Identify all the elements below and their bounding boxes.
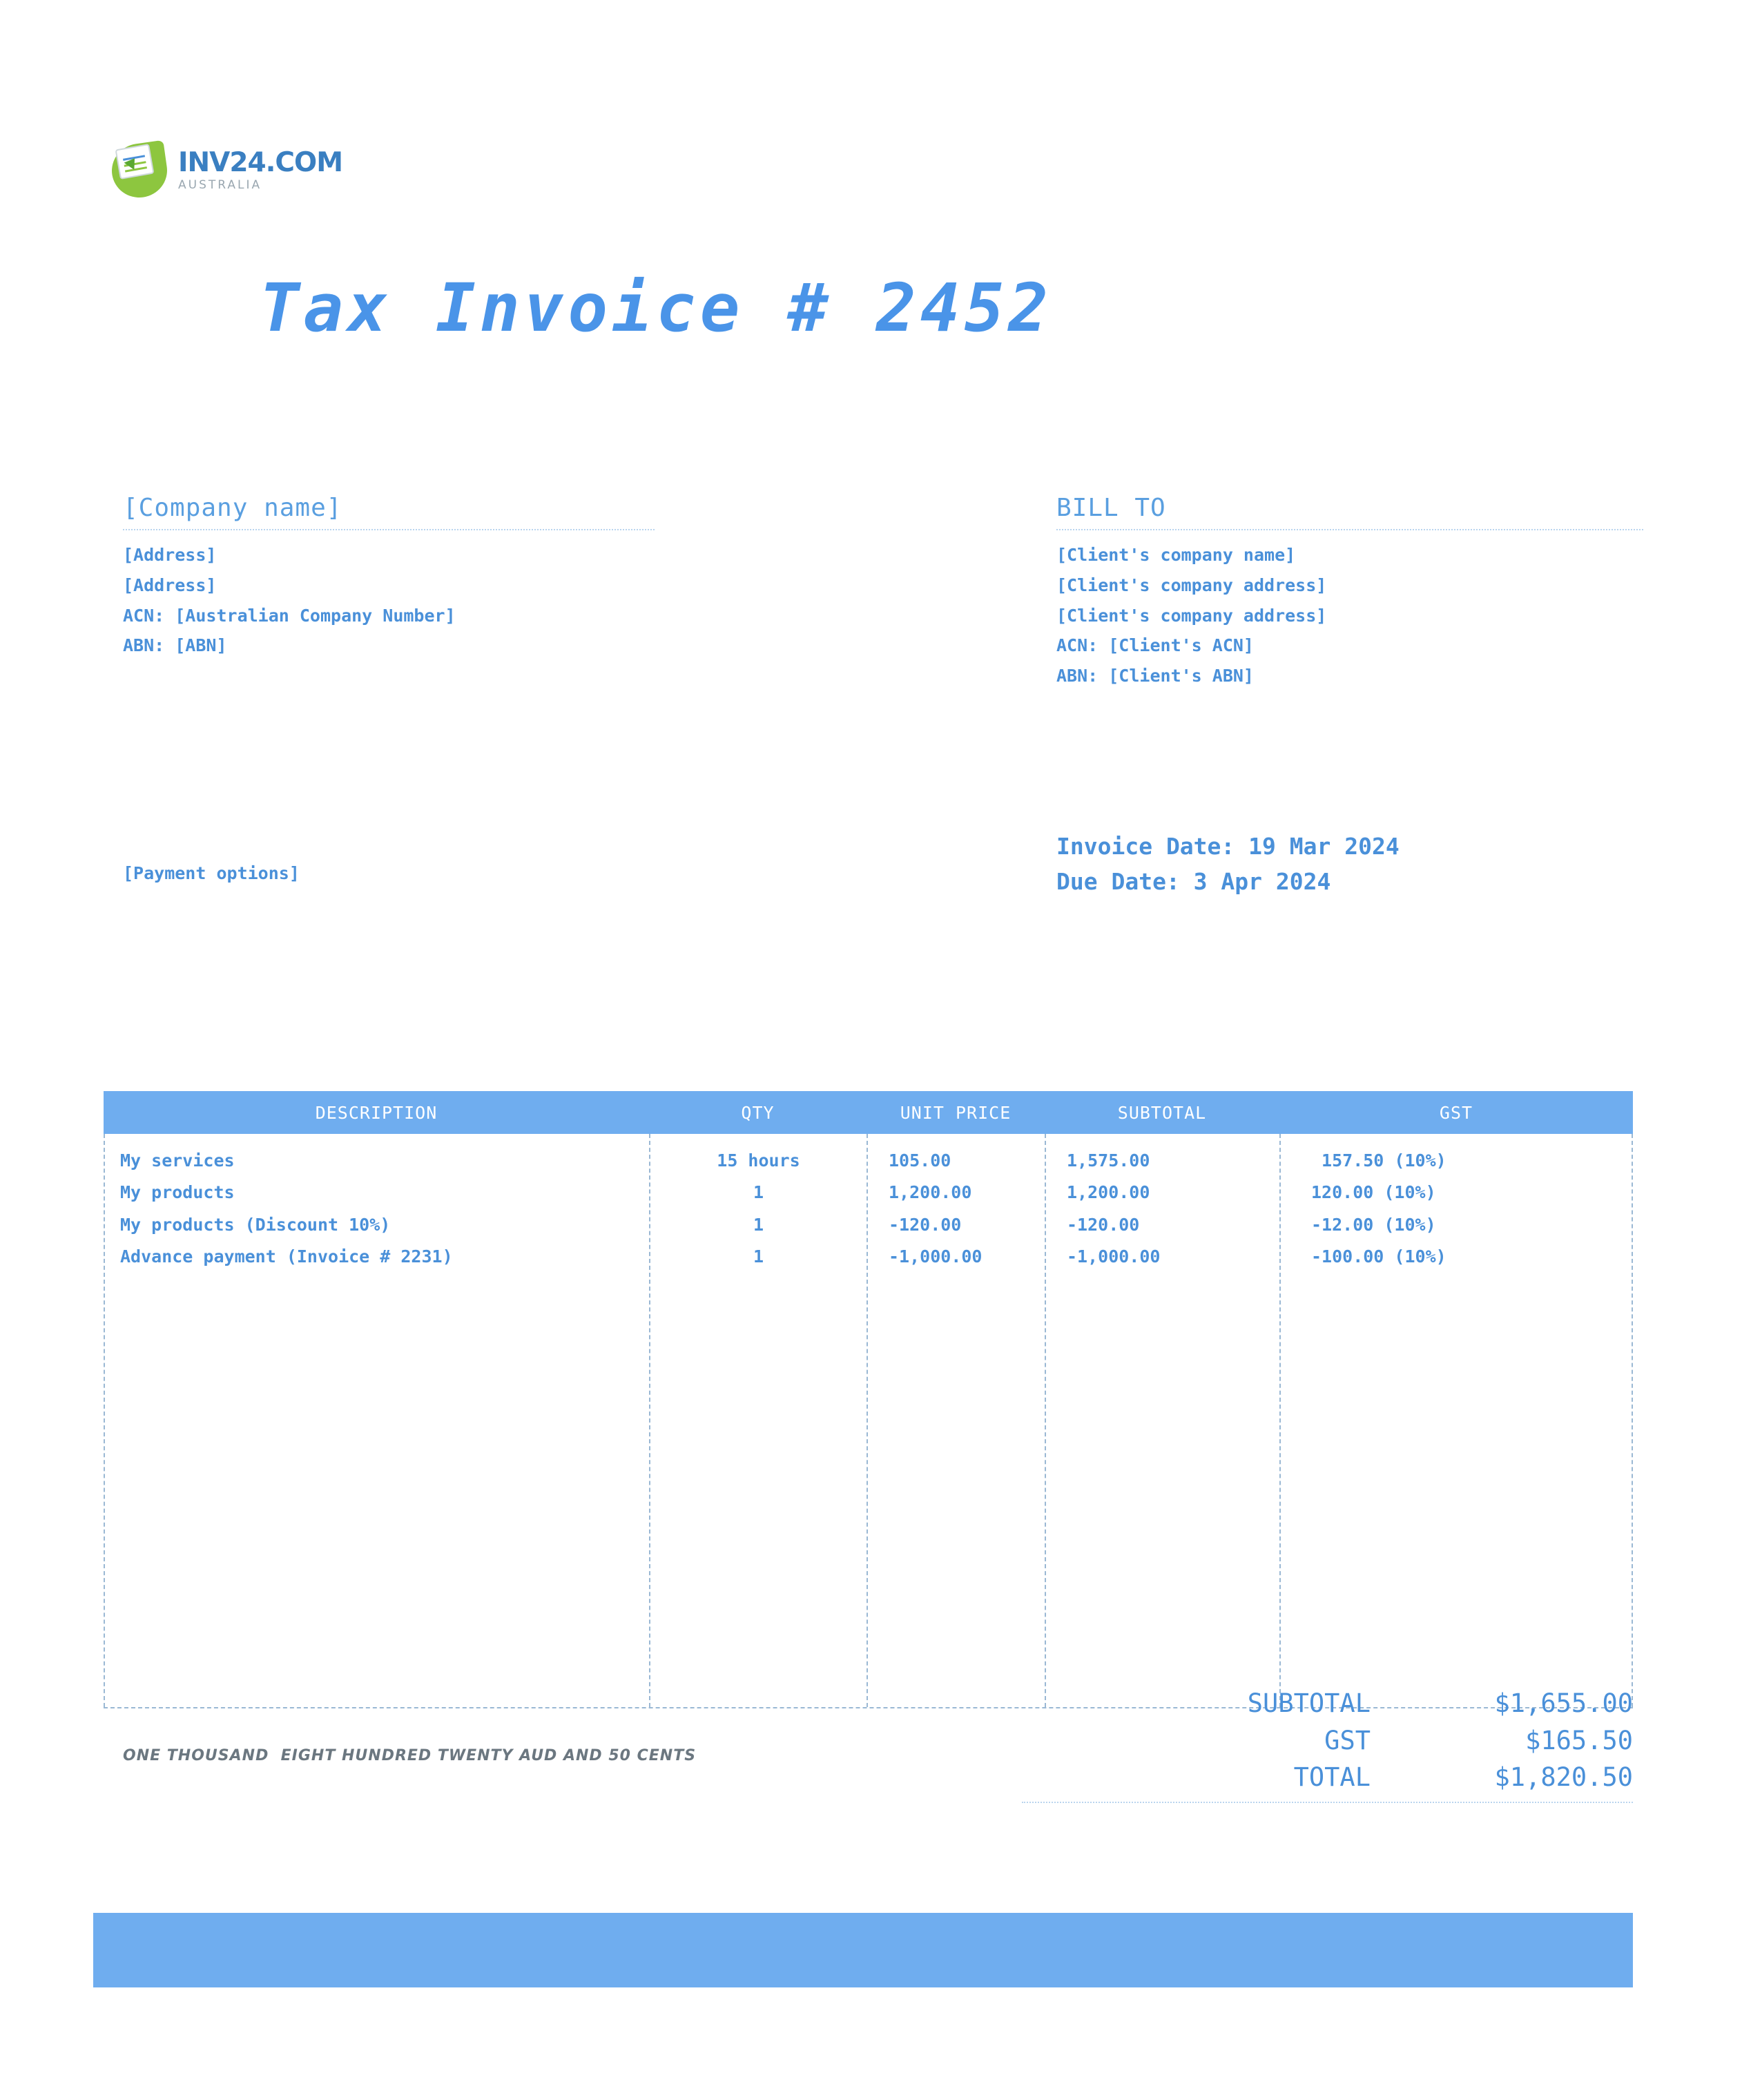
table-row: Advance payment (Invoice # 2231) [120, 1246, 453, 1266]
client-line-1: [Client's company name] [1056, 545, 1296, 565]
seller-line-1: [Address] [123, 545, 217, 565]
table-row: 1 [753, 1246, 764, 1266]
brand-logo-text [178, 146, 343, 192]
table-row: -12.00 (10%) [1311, 1214, 1436, 1235]
seller-address-lines [123, 540, 655, 661]
table-body [104, 1134, 1633, 1708]
totals-total-row [1022, 1759, 1633, 1796]
seller-company-name: [Company name] [123, 494, 655, 530]
column-subtotal-cells [1045, 1134, 1279, 1707]
table-row: 1,200.00 [1067, 1182, 1150, 1203]
column-header-subtotal: SUBTOTAL [1117, 1102, 1207, 1123]
column-qty-cells [649, 1134, 867, 1707]
table-row: -1,000.00 [889, 1246, 983, 1266]
table-row: 120.00 (10%) [1311, 1182, 1436, 1203]
total-label: TOTAL [1293, 1762, 1371, 1793]
table-row: -120.00 [889, 1214, 962, 1235]
client-line-2: [Client's company address] [1056, 575, 1327, 595]
gst-value: $165.50 [1525, 1725, 1633, 1755]
table-header-row [104, 1091, 1633, 1134]
amount-in-words: ONE THOUSAND EIGHT HUNDRED TWENTY AUD AND 50 CENTS [123, 1747, 697, 1764]
column-header-qty: QTY [741, 1102, 775, 1123]
totals-gst-row [1022, 1722, 1633, 1760]
seller-block [123, 494, 655, 661]
brand-region: AUSTRALIA [178, 177, 262, 192]
column-header-unit-price: UNIT PRICE [900, 1102, 1012, 1123]
totals-subtotal-row [1022, 1685, 1633, 1722]
totals-block [1022, 1685, 1633, 1803]
bill-to-heading: BILL TO [1056, 494, 1643, 530]
totals-divider [1022, 1802, 1633, 1803]
brand-name: INV24.COM [178, 146, 343, 178]
leaf-document-icon [108, 138, 171, 202]
footer-bar [93, 1913, 1633, 1987]
due-date: Due Date: 3 Apr 2024 [1056, 868, 1331, 896]
table-row: -1,000.00 [1067, 1246, 1161, 1266]
seller-abn: ABN: [ABN] [123, 635, 227, 656]
table-row: 1 [753, 1214, 764, 1235]
invoice-date: Invoice Date: 19 Mar 2024 [1056, 833, 1400, 860]
table-row: 105.00 [889, 1150, 951, 1171]
client-address-lines [1056, 540, 1643, 691]
subtotal-value: $1,655.00 [1494, 1688, 1633, 1718]
column-header-description: DESCRIPTION [315, 1102, 438, 1123]
column-unit-price-cells [867, 1134, 1045, 1707]
table-row: 157.50 (10%) [1311, 1150, 1446, 1171]
column-description-cells [104, 1134, 649, 1707]
invoice-dates [1056, 829, 1400, 899]
client-abn: ABN: [Client's ABN] [1056, 666, 1254, 686]
table-row: 1 [753, 1182, 764, 1203]
table-row: -120.00 [1067, 1214, 1140, 1235]
seller-acn: ACN: [Australian Company Number] [123, 605, 456, 626]
table-row: My products [120, 1182, 235, 1203]
column-gst-cells [1279, 1134, 1633, 1707]
page-title: Tax Invoice # 2452 [259, 269, 1053, 347]
table-row: My products (Discount 10%) [120, 1214, 391, 1235]
seller-line-2: [Address] [123, 575, 217, 595]
table-row: -100.00 (10%) [1311, 1246, 1446, 1266]
client-block [1056, 494, 1643, 691]
table-row: 15 hours [717, 1150, 800, 1171]
total-value: $1,820.50 [1494, 1762, 1633, 1793]
gst-label: GST [1324, 1725, 1371, 1755]
column-header-gst: GST [1439, 1102, 1473, 1123]
table-row: My services [120, 1150, 235, 1171]
subtotal-label: SUBTOTAL [1247, 1688, 1371, 1718]
payment-options: [Payment options] [123, 863, 300, 883]
brand-logo [108, 138, 342, 202]
client-acn: ACN: [Client's ACN] [1056, 635, 1254, 656]
table-row: 1,575.00 [1067, 1150, 1150, 1171]
table-row: 1,200.00 [889, 1182, 972, 1203]
client-line-3: [Client's company address] [1056, 605, 1327, 626]
line-items-table [104, 1091, 1633, 1708]
